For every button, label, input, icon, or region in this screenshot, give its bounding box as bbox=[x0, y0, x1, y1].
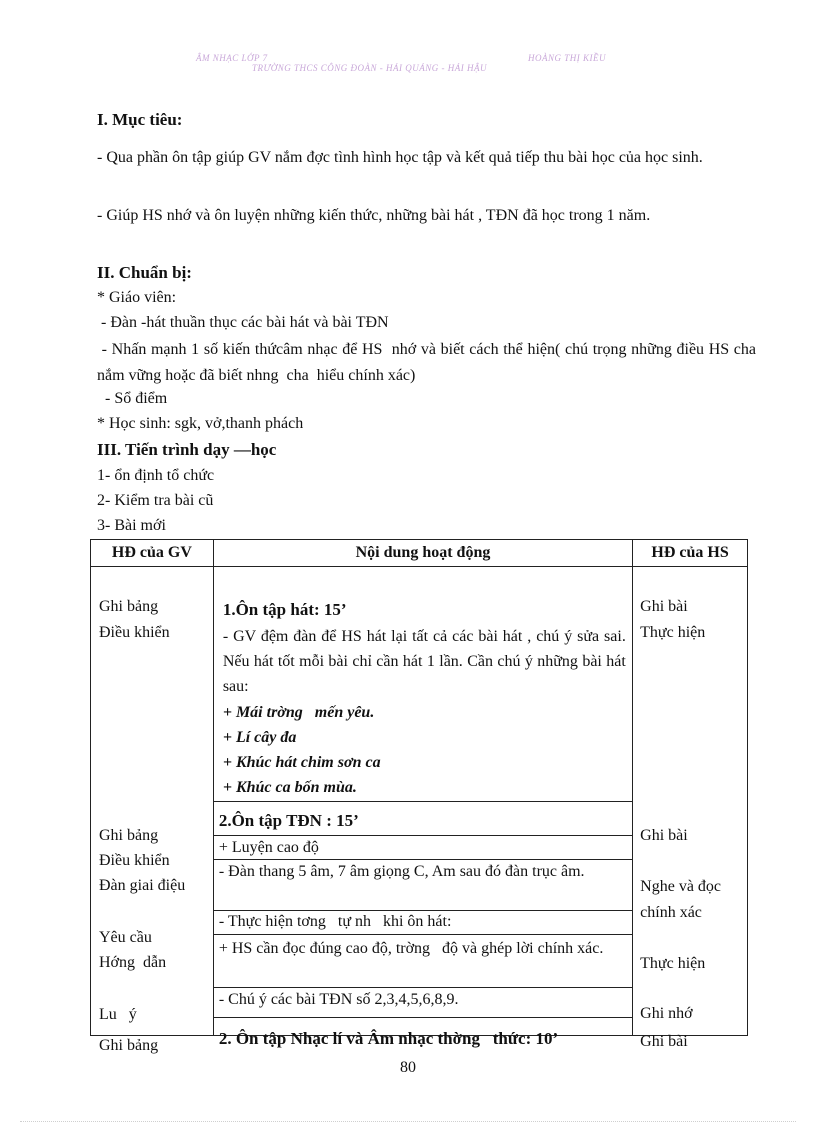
section1-paragraph-1: - Qua phần ôn tập giúp GV nắm đợc tình hình học tập và kết quả tiếp thu bài học của học sinh. bbox=[97, 149, 703, 166]
song-item: + Mái trờng mến yêu. bbox=[222, 704, 375, 721]
content-heading-tdn: 2.Ôn tập TĐN : 15’ bbox=[218, 811, 359, 830]
teacher-heading: * Giáo viên: bbox=[97, 289, 177, 306]
gv-item: Ghi bảng bbox=[99, 827, 159, 844]
student-activity-column bbox=[633, 567, 747, 1050]
hs-item: Thực hiện bbox=[640, 624, 706, 641]
gv-item: Yêu cầu bbox=[99, 929, 152, 946]
content-heading-singing: 1.Ôn tập hát: 15’ bbox=[222, 600, 347, 619]
teacher-activity-column bbox=[91, 567, 213, 1054]
content-line: + HS cần đọc đúng cao độ, trờng độ và ghép lời chính xác. bbox=[218, 940, 604, 957]
gv-item: Đàn giai điệu bbox=[99, 877, 186, 894]
header-school: TRƯỜNG THCS CÔNG ĐOÀN - HẢI QUẢNG - HẢI HẬU bbox=[252, 63, 488, 73]
header-student-activity: HĐ của HS bbox=[633, 540, 748, 567]
section1-title: I. Mục tiêu: bbox=[97, 110, 183, 129]
student-prep: * Học sinh: sgk, vở,thanh phách bbox=[97, 415, 304, 432]
section1-paragraph-2: - Giúp HS nhớ và ôn luyện những kiến thức, những bài hát , TĐN đã học trong 1 năm. bbox=[97, 207, 651, 224]
song-item: + Lí cây đa bbox=[222, 729, 297, 746]
content-column bbox=[214, 567, 632, 1048]
section3-title: III. Tiến trình dạy —học bbox=[97, 440, 277, 459]
hs-item: Ghi bài bbox=[640, 827, 688, 844]
song-item: + Khúc ca bốn mùa. bbox=[222, 779, 357, 796]
step-2: 2- Kiểm tra bài cũ bbox=[97, 492, 214, 509]
teacher-item-1: - Đàn -hát thuần thục các bài hát và bài TĐN bbox=[97, 314, 389, 331]
content-singing-paragraph: - GV đệm đàn để HS hát lại tất cả các bài hát , chú ý sửa sai. Nếu hát tốt mỗi bài chỉ cần hát 1 lần. Cần chú ý những bài hát sau: bbox=[222, 628, 626, 695]
header-subject: ÂM NHẠC LỚP 7 bbox=[196, 53, 268, 63]
header-teacher-activity: HĐ của GV bbox=[91, 540, 214, 567]
teacher-item-2: - Nhấn mạnh 1 số kiến thứcâm nhạc để HS nhớ và biết cách thể hiện( chú trọng những điều HS cha nắm vững hoặc đã biết nhng cha hiểu chính xác) bbox=[97, 341, 765, 384]
hs-item: Ghi bài bbox=[640, 598, 688, 615]
header-author: HOÀNG THỊ KIỀU bbox=[528, 53, 606, 63]
header-content: Nội dung hoạt động bbox=[213, 540, 632, 567]
step-3: 3- Bài mới bbox=[97, 517, 166, 534]
hs-item: chính xác bbox=[640, 904, 702, 921]
hs-item: Ghi bài bbox=[640, 1033, 688, 1050]
content-line: - Chú ý các bài TĐN số 2,3,4,5,6,8,9. bbox=[218, 991, 459, 1008]
gv-item: Ghi bảng bbox=[99, 598, 159, 615]
content-line: - Thực hiện tơng tự nh khi ôn hát: bbox=[218, 913, 452, 930]
step-1: 1- ổn định tổ chức bbox=[97, 467, 215, 484]
content-heading-theory: 2. Ôn tập Nhạc lí và Âm nhạc thờng thức: 10’ bbox=[218, 1029, 559, 1048]
gv-item: Điều khiển bbox=[99, 852, 170, 869]
content-line: + Luyện cao độ bbox=[218, 839, 319, 856]
page-number: 80 bbox=[400, 1059, 416, 1076]
content-line: - Đàn thang 5 âm, 7 âm giọng C, Am sau đó đàn trục âm. bbox=[218, 863, 585, 880]
gv-item: Hớng dẫn bbox=[99, 954, 167, 971]
page-divider bbox=[20, 1121, 796, 1122]
hs-item: Thực hiện bbox=[640, 955, 706, 972]
hs-item: Nghe và đọc bbox=[640, 878, 722, 895]
gv-item: Điều khiển bbox=[99, 624, 170, 641]
teacher-item-3: - Sổ điểm bbox=[97, 390, 168, 407]
hs-item: Ghi nhớ bbox=[640, 1005, 693, 1022]
song-item: + Khúc hát chim sơn ca bbox=[222, 754, 381, 771]
gv-item: Ghi bảng bbox=[99, 1037, 159, 1054]
gv-item: Lu ý bbox=[99, 1006, 137, 1023]
activity-table bbox=[90, 539, 748, 1054]
section2-title: II. Chuẩn bị: bbox=[97, 263, 192, 282]
